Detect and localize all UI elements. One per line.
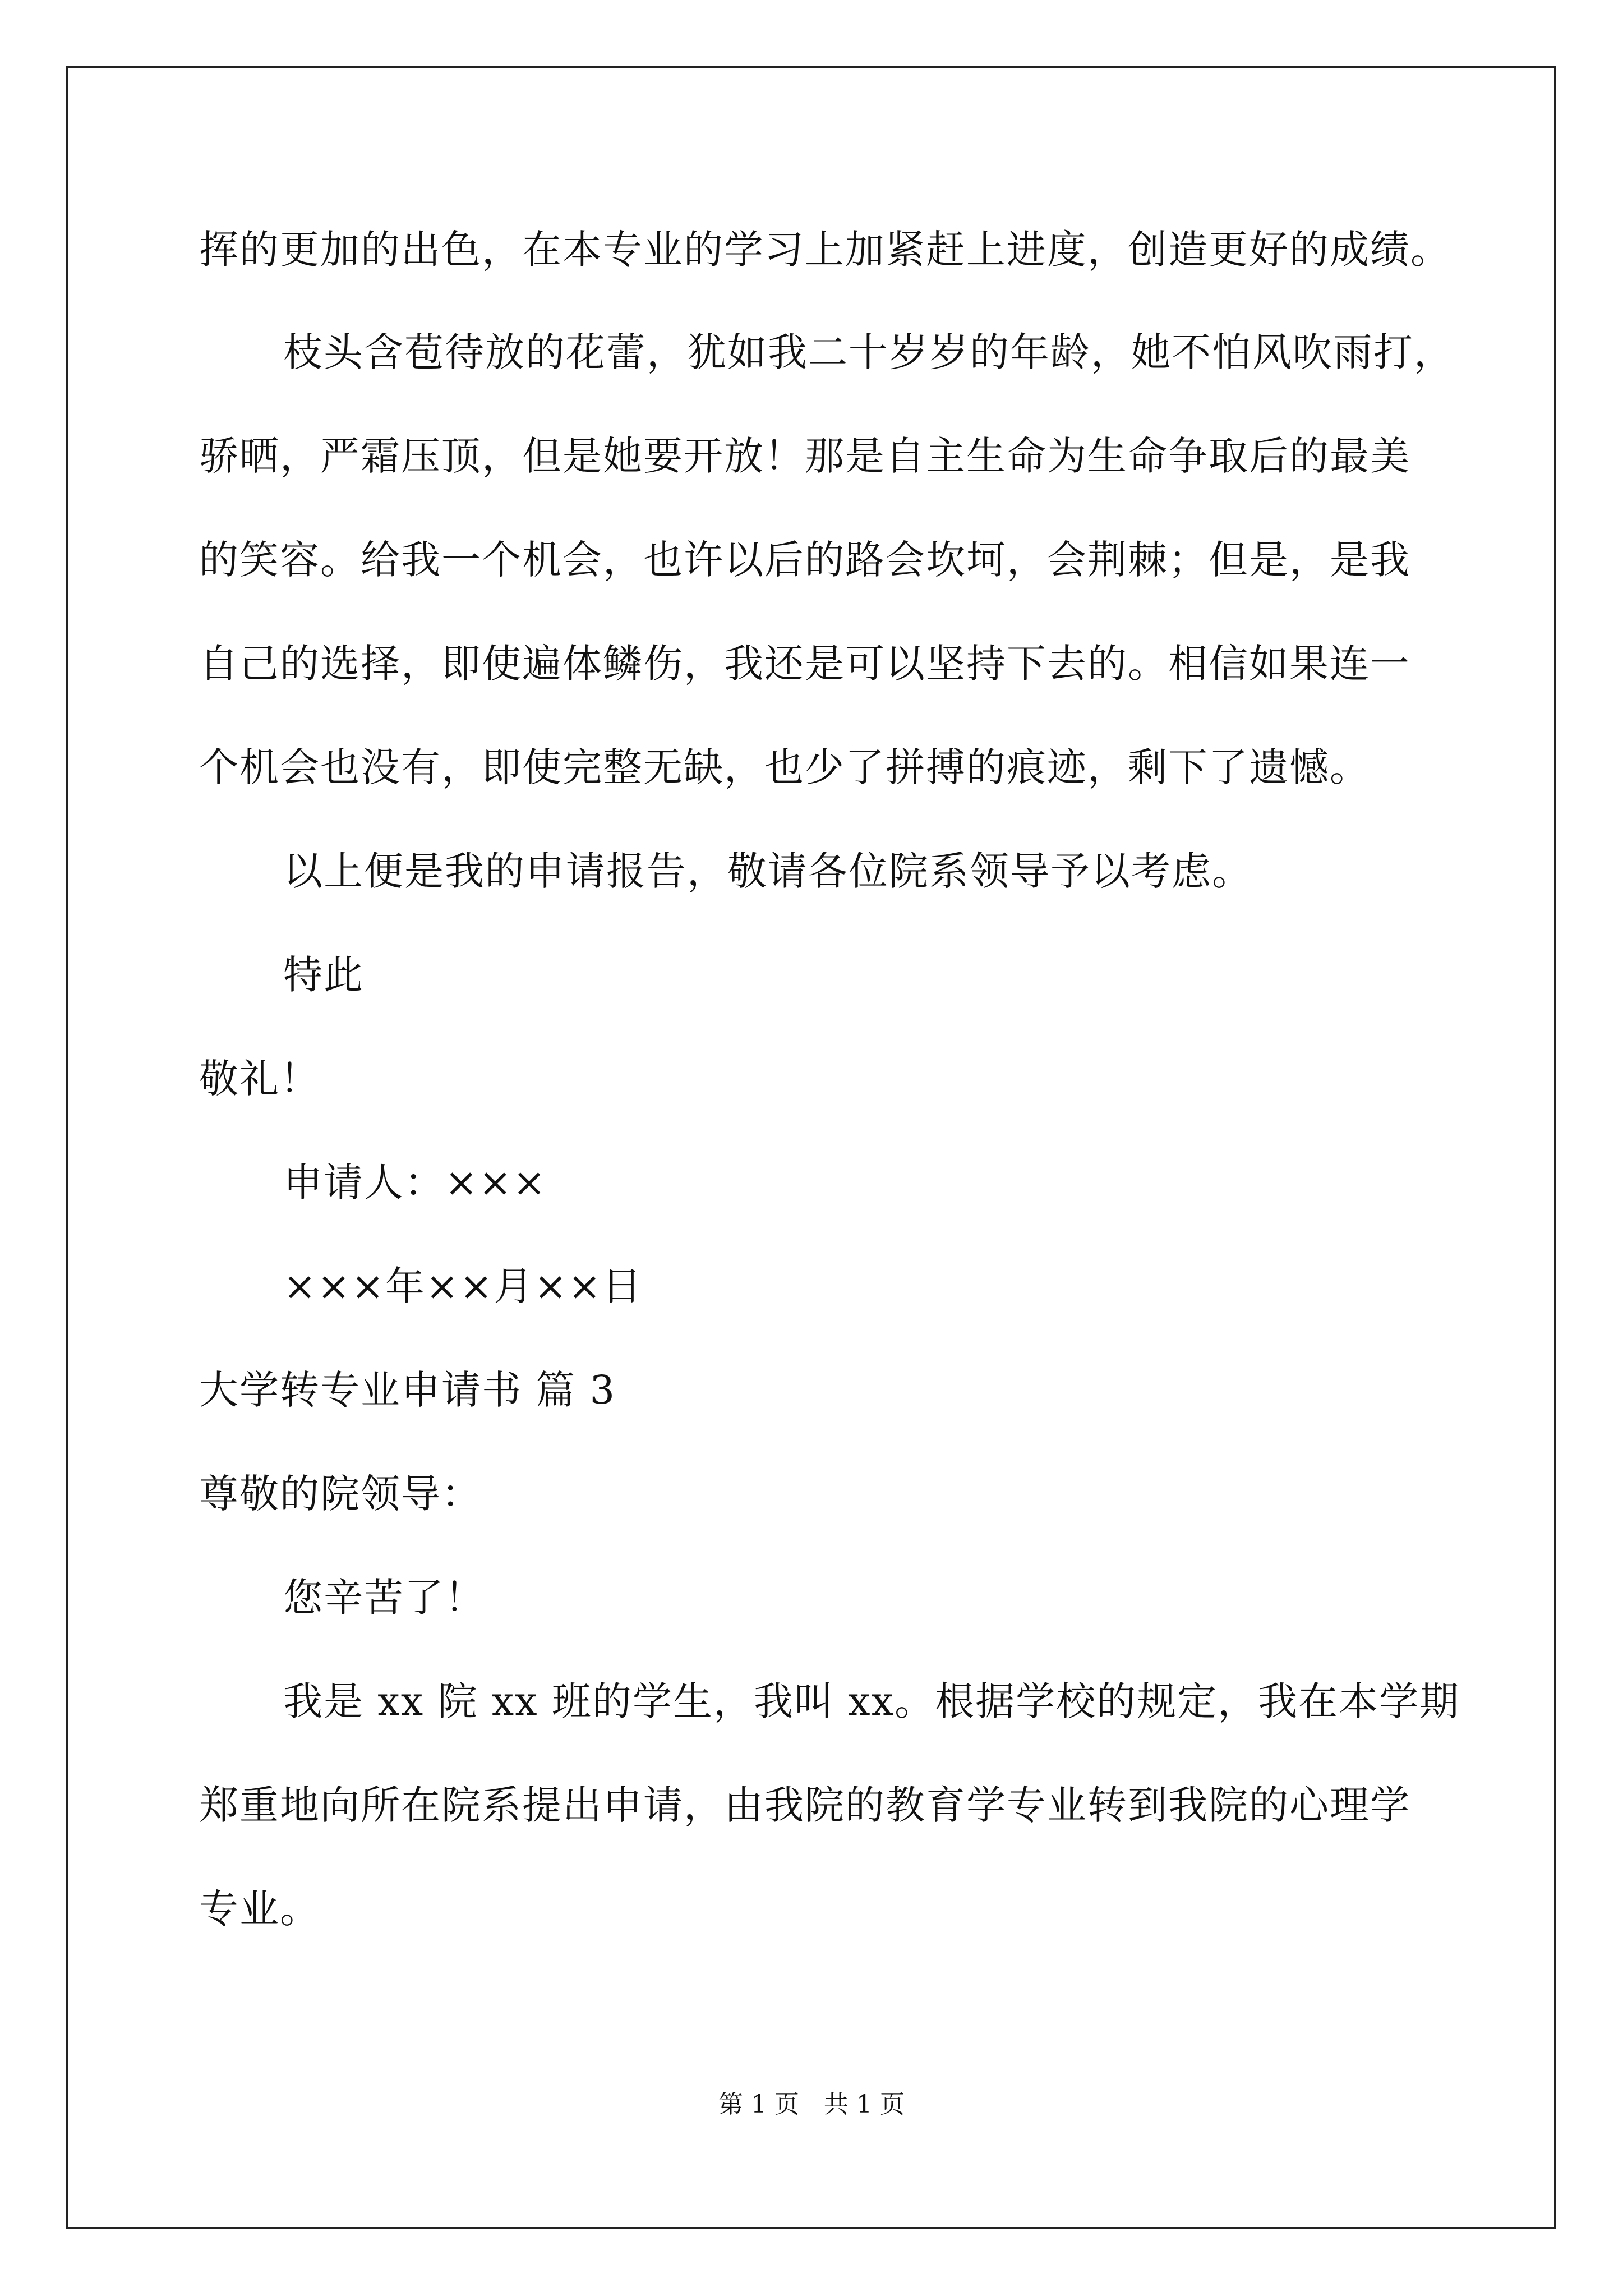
section-heading: 大学转专业申请书 篇 3	[199, 1367, 616, 1413]
applicant-signature: 申请人：×××	[283, 1159, 547, 1205]
salutation-closing: 敬礼！	[199, 1056, 320, 1102]
paragraph-line: 以上便是我的申请报告，敬请各位院系领导予以考虑。	[283, 848, 1252, 894]
greeting-line: 您辛苦了！	[283, 1575, 485, 1621]
paragraph-line: 挥的更加的出色，在本专业的学习上加紧赶上进度，创造更好的成绩。	[199, 227, 1451, 273]
salutation-opening: 尊敬的院领导：	[199, 1471, 482, 1517]
paragraph-line: 的笑容。给我一个机会，也许以后的路会坎坷，会荆棘；但是，是我	[199, 537, 1410, 583]
paragraph-line: 自己的选择，即使遍体鳞伤，我还是可以坚持下去的。相信如果连一	[199, 641, 1410, 687]
paragraph-line: 骄晒，严霜压顶，但是她要开放！那是自主生命为生命争取后的最美	[199, 433, 1410, 479]
closing-phrase: 特此	[283, 952, 364, 998]
paragraph-line: 郑重地向所在院系提出申请，由我院的教育学专业转到我院的心理学	[199, 1782, 1410, 1828]
page-number-footer: 第 1 页 共 1 页	[718, 2090, 905, 2119]
paragraph-line: 个机会也没有，即使完整无缺，也少了拼搏的痕迹，剩下了遗憾。	[199, 744, 1370, 790]
paragraph-line: 专业。	[199, 1886, 320, 1932]
paragraph-line: 枝头含苞待放的花蕾，犹如我二十岁岁的年龄，她不怕风吹雨打，	[283, 329, 1454, 375]
signature-date: ×××年××月××日	[283, 1263, 643, 1309]
paragraph-line: 我是 xx 院 xx 班的学生，我叫 xx。根据学校的规定，我在本学期	[283, 1678, 1460, 1724]
